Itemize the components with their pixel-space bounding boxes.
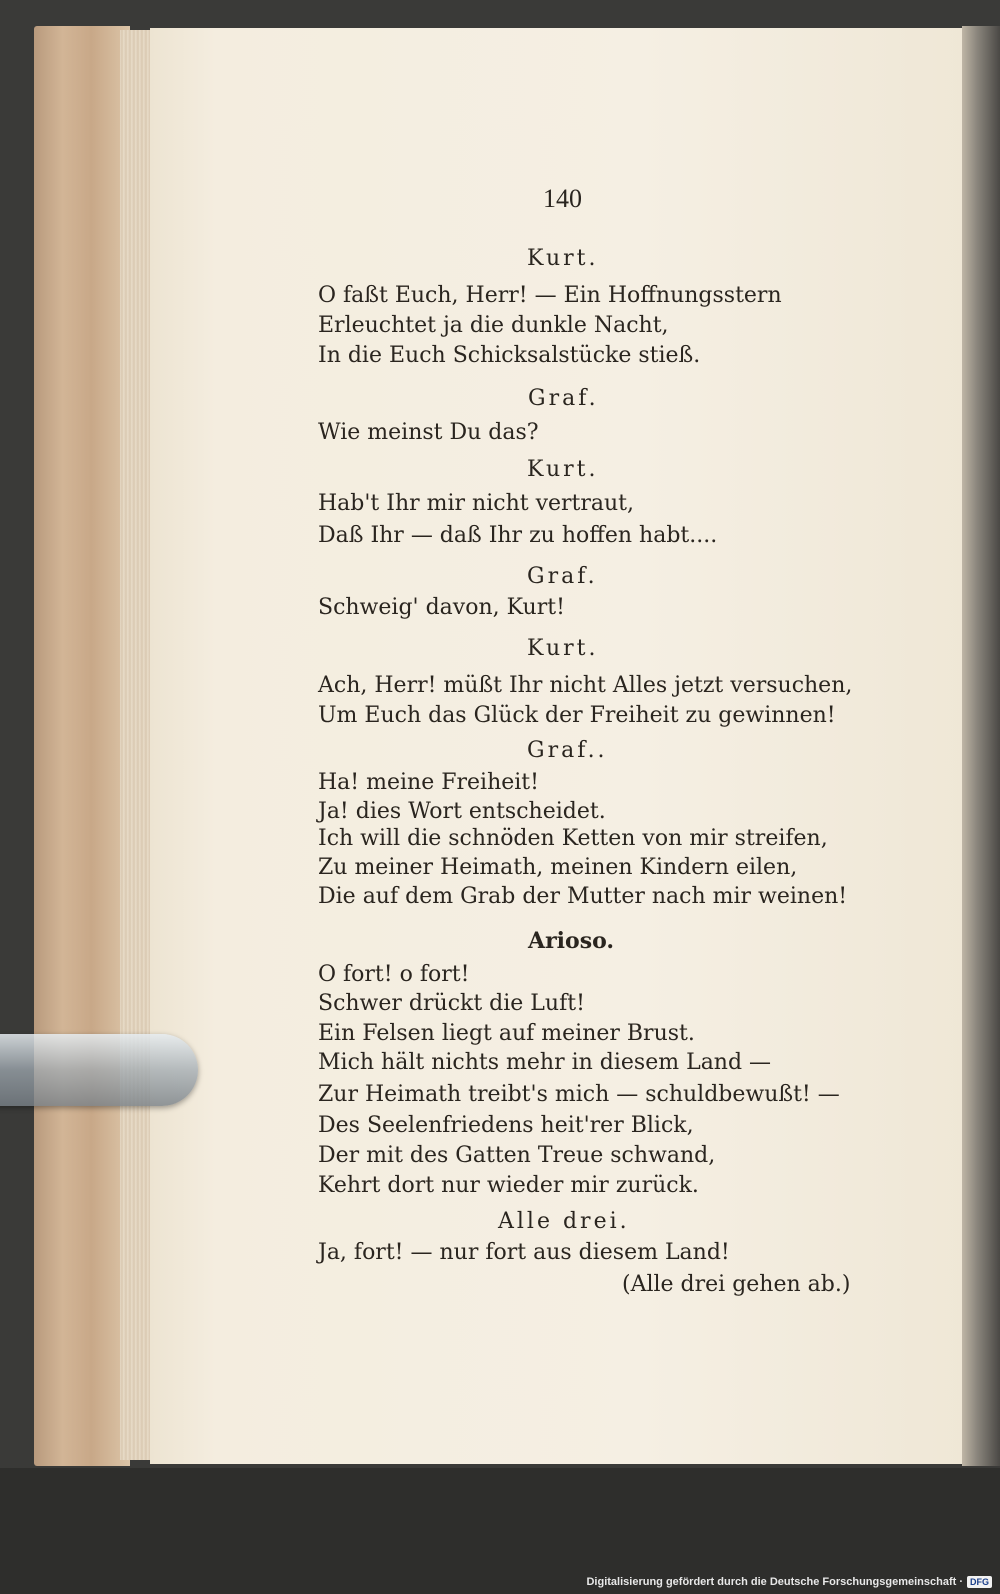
verse-line: O fort! o fort! [318,962,470,987]
verse-line: Zur Heimath treibt's mich — schuldbewußt! — [318,1082,840,1107]
verse-line: Erleuchtet ja die dunkle Nacht, [318,313,669,338]
verse-line: Ich will die schnöden Ketten von mir streifen, [318,826,828,851]
speaker-heading: Kurt. [527,246,599,271]
page-gutter-shadow [962,26,1000,1466]
dfg-logo: DFG [967,1576,992,1588]
verse-line: Um Euch das Glück der Freiheit zu gewinnen! [318,703,836,728]
speaker-heading: Kurt. [527,636,599,661]
verse-line: Schwer drückt die Luft! [318,991,585,1016]
speaker-heading: Alle drei. [498,1209,630,1234]
verse-line: O faßt Euch, Herr! — Ein Hoffnungsstern [318,283,782,308]
page-number: 140 [543,184,582,213]
verse-line: Daß Ihr — daß Ihr zu hoffen habt.... [318,523,718,548]
section-heading-arioso: Arioso. [528,928,615,954]
speaker-heading: Kurt. [527,457,599,482]
verse-line: Zu meiner Heimath, meinen Kindern eilen, [318,855,798,880]
speaker-heading: Graf. [528,386,599,411]
book-page-stack [34,26,130,1466]
verse-line: Schweig' davon, Kurt! [318,595,565,620]
footer-credit [586,1574,992,1590]
verse-line: Kehrt dort nur wieder mir zurück. [318,1173,699,1198]
verse-line: In die Euch Schicksalstücke stieß. [318,343,701,368]
verse-line: Hab't Ihr mir nicht vertraut, [318,491,635,516]
verse-line: Ha! meine Freiheit! [318,770,539,795]
stage-direction: (Alle drei gehen ab.) [622,1272,851,1297]
verse-line: Des Seelenfriedens heit'rer Blick, [318,1113,694,1138]
speaker-heading: Graf.. [527,738,608,763]
verse-line: Mich hält nichts mehr in diesem Land — [318,1050,772,1075]
footer-credit-text: Digitalisierung gefördert durch die Deutsche Forschungsgemeinschaft · [586,1576,963,1588]
verse-line: Wie meinst Du das? [318,420,539,445]
speaker-heading: Graf. [527,564,598,589]
verse-line: Ja! dies Wort entscheidet. [318,799,606,824]
verse-line: Ein Felsen liegt auf meiner Brust. [318,1021,695,1046]
verse-line: Die auf dem Grab der Mutter nach mir weinen! [318,884,848,909]
verse-line: Der mit des Gatten Treue schwand, [318,1143,716,1168]
verse-line: Ja, fort! — nur fort aus diesem Land! [318,1240,730,1265]
verse-line: Ach, Herr! müßt Ihr nicht Alles jetzt versuchen, [318,673,853,698]
scanner-clip [0,1034,198,1106]
